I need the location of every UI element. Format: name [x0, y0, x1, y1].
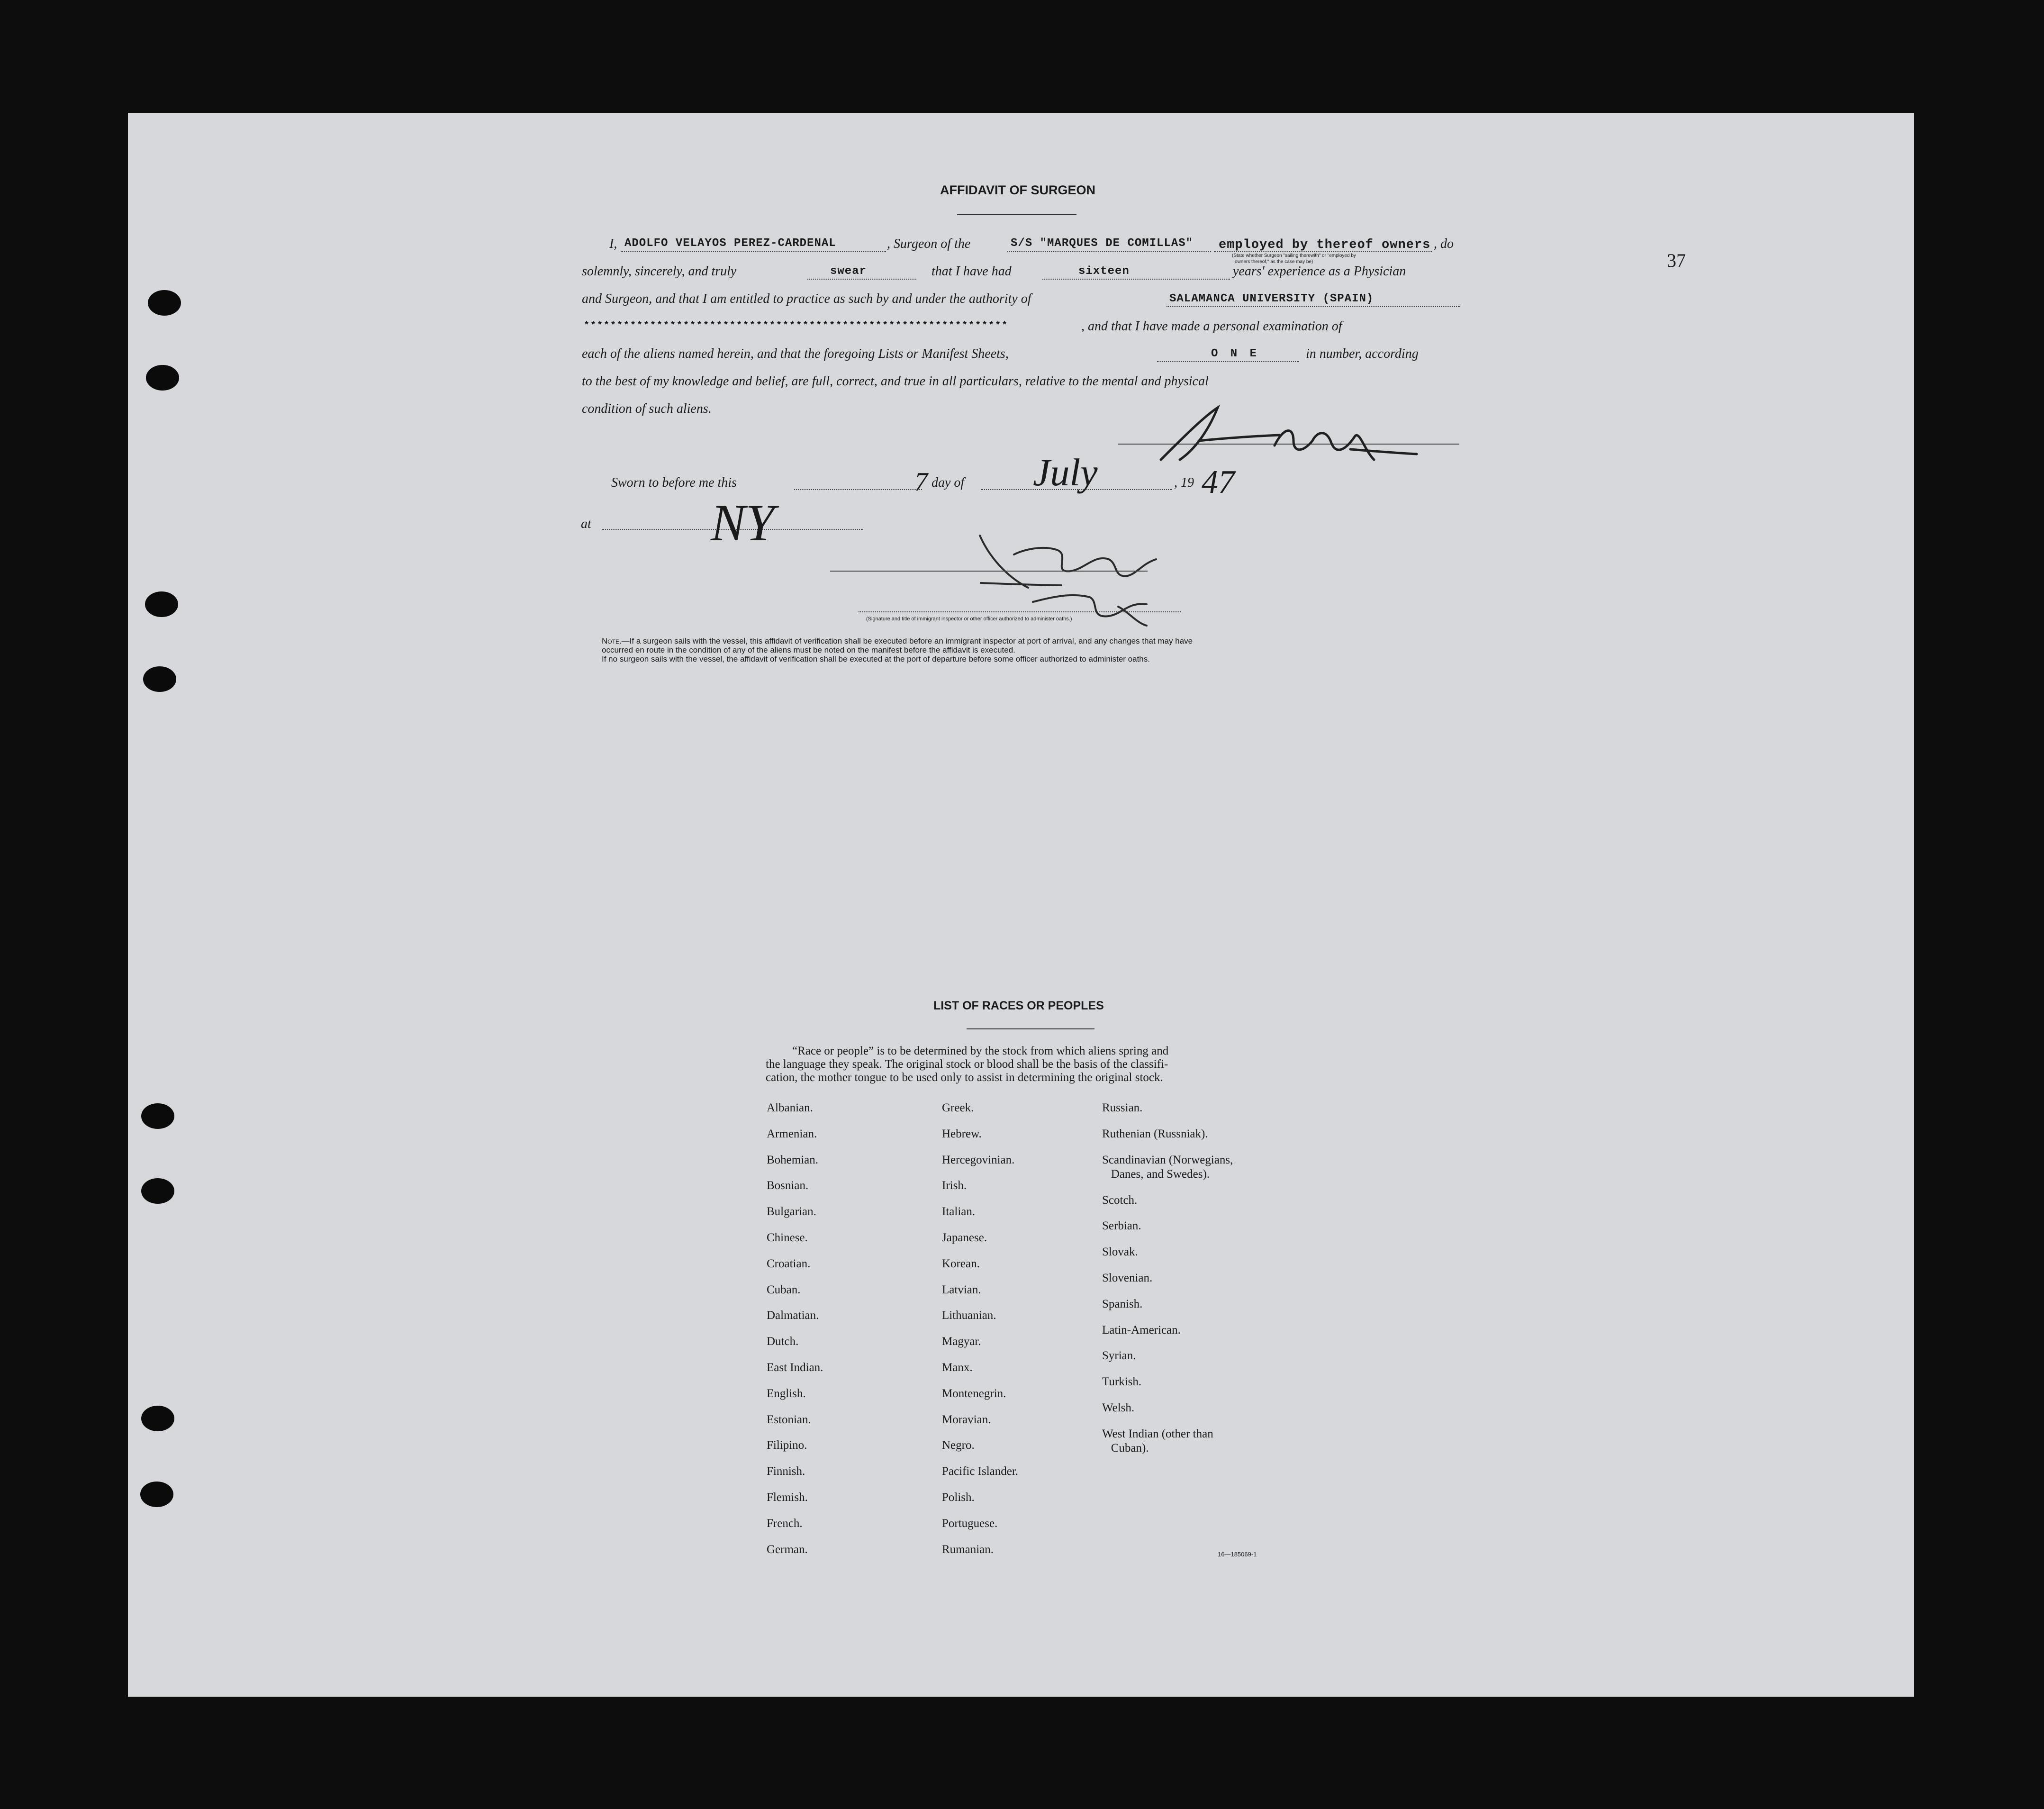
- sworn-year-handwritten: 47: [1202, 464, 1235, 500]
- race-entry: Armenian.: [767, 1127, 817, 1140]
- race-entry: Slovenian.: [1102, 1271, 1153, 1284]
- line2-pre: solemnly, sincerely, and truly: [582, 264, 737, 279]
- sworn-year-prefix: , 19: [1174, 475, 1194, 490]
- race-entry: Scotch.: [1102, 1193, 1138, 1207]
- race-entry: Spanish.: [1102, 1297, 1143, 1310]
- sworn-place-handwritten: NY: [711, 494, 775, 552]
- race-entry: Negro.: [942, 1439, 975, 1452]
- race-entry: Serbian.: [1102, 1219, 1141, 1233]
- race-entry: Albanian.: [767, 1101, 813, 1114]
- race-entry: Chinese.: [767, 1231, 808, 1244]
- employment-line: [1214, 251, 1432, 252]
- race-entry: Dutch.: [767, 1335, 799, 1348]
- race-entry: Pacific Islander.: [942, 1465, 1019, 1478]
- race-entry: Italian.: [942, 1205, 976, 1218]
- line4-end: , and that I have made a personal examination of: [1081, 319, 1342, 334]
- punch-hole: [148, 290, 181, 316]
- punch-hole: [145, 591, 178, 617]
- line1-end: , do: [1434, 236, 1454, 251]
- race-entry: French.: [767, 1517, 803, 1530]
- races-title: LIST OF RACES OR PEOPLES: [933, 999, 1104, 1012]
- race-entry: Latin-American.: [1102, 1323, 1181, 1336]
- sworn-pre: Sworn to before me this: [611, 475, 737, 490]
- form-code: 16—185069-1: [1218, 1551, 1257, 1558]
- punch-hole: [141, 1103, 174, 1129]
- signature-caption: (Signature and title of immigrant inspector or other officer authorized to administer oaths.): [866, 616, 1072, 622]
- punch-hole: [141, 1406, 174, 1431]
- race-entry: Polish.: [942, 1491, 975, 1504]
- race-entry: Rumanian.: [942, 1543, 994, 1556]
- race-entry: Hercegovinian.: [942, 1153, 1015, 1166]
- line5-pre: each of the aliens named herein, and that the foregoing Lists or Manifest Sheets,: [582, 346, 1009, 361]
- employment-field: employed by thereof owners: [1219, 238, 1431, 252]
- page-number: 37: [1667, 250, 1686, 271]
- title-rule: [957, 214, 1076, 215]
- race-entry: East Indian.: [767, 1361, 823, 1374]
- race-entry: Dalmatian.: [767, 1309, 819, 1322]
- race-entry: Cuban).: [1102, 1441, 1149, 1454]
- race-entry: Magyar.: [942, 1335, 981, 1348]
- note-line-3: If no surgeon sails with the vessel, the affidavit of verification shall be executed at the port of departure before some officer authorized to administer oaths.: [602, 655, 1150, 664]
- race-entry: Montenegrin.: [942, 1387, 1006, 1400]
- race-entry: Flemish.: [767, 1491, 808, 1504]
- line2-mid: that I have had: [932, 264, 1012, 279]
- race-entry: Cuban.: [767, 1283, 801, 1296]
- race-entry: Finnish.: [767, 1465, 805, 1478]
- ship-field: S/S "MARQUES DE COMILLAS": [1011, 237, 1194, 250]
- surgeon-signature: [1151, 408, 1417, 469]
- document-page: [128, 113, 1914, 1697]
- race-entry: Russian.: [1102, 1101, 1143, 1114]
- race-entry: Korean.: [942, 1257, 980, 1270]
- race-entry: Lithuanian.: [942, 1309, 996, 1322]
- surgeon-name-field: ADOLFO VELAYOS PEREZ-CARDENAL: [624, 237, 836, 250]
- race-entry: Japanese.: [942, 1231, 987, 1244]
- inspector-line-1: [830, 571, 1148, 572]
- race-entry: Welsh.: [1102, 1401, 1135, 1414]
- race-entry: Filipino.: [767, 1439, 807, 1452]
- races-intro-2: the language they speak. The original stock or blood shall be the basis of the classifi-: [766, 1058, 1168, 1071]
- sworn-day-line: [794, 489, 922, 490]
- punch-hole: [143, 666, 176, 692]
- line3-text: and Surgeon, and that I am entitled to practice as such by and under the authority of: [582, 291, 1031, 306]
- note-text-1: If a surgeon sails with the vessel, this affidavit of verification shall be executed before an immigrant inspector at port of arrival, and any changes that may have: [629, 636, 1193, 645]
- sheet-count-field: O N E: [1211, 347, 1260, 360]
- sheet-count-line: [1157, 361, 1299, 362]
- race-entry: Ruthenian (Russniak).: [1102, 1127, 1208, 1140]
- line2-end: years' experience as a Physician: [1233, 264, 1406, 279]
- authority-filler: ****************************************************************: [584, 320, 1009, 331]
- race-entry: Moravian.: [942, 1413, 991, 1426]
- oath-line: [807, 279, 916, 280]
- years-line: [1042, 279, 1230, 280]
- race-entry: Croatian.: [767, 1257, 811, 1270]
- sworn-month-handwritten: July: [1033, 451, 1098, 494]
- inspector-line-2: [859, 611, 1181, 612]
- race-entry: Danes, and Swedes).: [1102, 1167, 1210, 1181]
- race-entry: German.: [767, 1543, 808, 1556]
- ship-line: [1007, 251, 1211, 252]
- oath-field: swear: [830, 265, 867, 278]
- races-intro-1: “Race or people” is to be determined by the stock from which aliens spring and: [792, 1045, 1169, 1057]
- authority-line: [1167, 306, 1460, 307]
- years-field: sixteen: [1078, 265, 1130, 278]
- race-entry: Bulgarian.: [767, 1205, 816, 1218]
- note-line-1: [602, 636, 1193, 646]
- sworn-day-handwritten: 7: [914, 467, 928, 497]
- punch-hole: [141, 1178, 174, 1204]
- sworn-at: at: [581, 517, 591, 531]
- employment-note-1: (State whether Surgeon "sailing therewith" or "employed by: [1232, 253, 1356, 258]
- line6: to the best of my knowledge and belief, are full, correct, and true in all particulars, relative to the mental and physical: [582, 374, 1209, 389]
- line1-pre: I,: [609, 236, 617, 251]
- affidavit-title: AFFIDAVIT OF SURGEON: [940, 183, 1095, 197]
- race-entry: Bosnian.: [767, 1179, 809, 1192]
- line7: condition of such aliens.: [582, 401, 712, 416]
- races-intro-3: cation, the mother tongue to be used only to assist in determining the original stock.: [766, 1071, 1163, 1084]
- surgeon-name-line: [621, 251, 886, 252]
- race-entry: West Indian (other than: [1102, 1427, 1213, 1440]
- sworn-day-of: day of: [932, 475, 965, 490]
- race-entry: Scandinavian (Norwegians,: [1102, 1153, 1233, 1166]
- race-entry: Portuguese.: [942, 1517, 998, 1530]
- race-entry: Greek.: [942, 1101, 974, 1114]
- race-entry: Bohemian.: [767, 1153, 819, 1166]
- races-title-rule: [967, 1028, 1094, 1029]
- race-entry: Syrian.: [1102, 1349, 1136, 1363]
- race-entry: Turkish.: [1102, 1375, 1142, 1389]
- employment-note-2: owners thereof," as the case may be): [1235, 259, 1313, 264]
- note-line-2: occurred en route in the condition of any of the aliens must be noted on the manifest before the affidavit is executed.: [602, 645, 1015, 655]
- race-entry: Slovak.: [1102, 1245, 1138, 1259]
- race-entry: Irish.: [942, 1179, 967, 1192]
- race-entry: English.: [767, 1387, 806, 1400]
- race-entry: Hebrew.: [942, 1127, 982, 1140]
- race-entry: Latvian.: [942, 1283, 981, 1296]
- race-entry: Estonian.: [767, 1413, 811, 1426]
- punch-hole: [140, 1482, 173, 1507]
- authority-field: SALAMANCA UNIVERSITY (SPAIN): [1169, 292, 1374, 305]
- punch-hole: [146, 365, 179, 391]
- note-lead: Note.—: [602, 636, 630, 645]
- race-entry: Manx.: [942, 1361, 973, 1374]
- line1-mid: , Surgeon of the: [887, 236, 971, 251]
- line5-end: in number, according: [1306, 346, 1419, 361]
